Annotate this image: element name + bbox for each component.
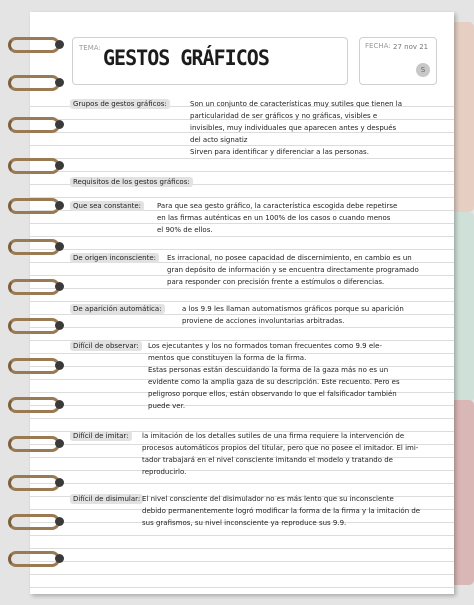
section-label: De aparición automática: [70,304,165,314]
spiral-ring [8,72,62,94]
section-label: Difícil de imitar: [70,431,132,441]
spiral-ring [8,394,62,416]
section-text: Son un conjunto de características muy sutiles que tienen la particularidad de ser gráficos y no gráficas, visibles e invisibles, muy individuales que aparecen antes y después del acto signatiz Sirven para identificar y diferenciar a las personas. [190,100,403,156]
date-box[interactable] [359,37,437,85]
spiral-ring [8,114,62,136]
section-text: Para que sea gesto gráfico, la característica escogida debe repetirse en las firmas auténticas en un 100% de los casos o cuando menos el 90% de ellos. [157,202,398,234]
divider-tab-beige[interactable] [452,22,474,212]
section-text: Es irracional, no posee capacidad de discernimiento, en cambio es un gran depósito de información y se encuentra directamente programado para responder con precisión frente a estímulos o diferencias. [167,254,419,286]
spiral-ring [8,195,62,217]
spiral-ring [8,34,62,56]
spiral-ring [8,155,62,177]
section-text: Los ejecutantes y los no formados toman frecuentes como 9.9 ele- mentos que constituyen la forma de la firma. Estas personas están descuidando la forma de la gaza más no es un evidente como la amplia gaza de su descripción. Este recuento. Pero es peligroso porque ellos, están observando lo que el falsificador también puede ver. [148,342,400,410]
divider-tab-rose[interactable] [452,400,474,585]
notebook-page [30,12,454,594]
section-label: Grupos de gestos gráficos: [70,99,170,109]
date-badge: S [416,63,430,77]
section-text: la imitación de los detalles sutiles de una firma requiere la intervención de procesos automáticos propios del titular, pero que no posee el imitador. El imi- tador trabajará en el nivel consciente imitando el modelo y tratando de reproducirlo. [142,432,419,476]
section-label: Difícil de observar: [70,341,142,351]
spiral-ring [8,511,62,533]
section-text: a los 9.9 les llaman automatismos gráficos porque su aparición proviene de acciones involuntarias arbitradas. [182,305,404,325]
spiral-ring [8,433,62,455]
section-label: De origen inconsciente: [70,253,159,263]
title-prefix: TEMA: [79,44,101,52]
section-label: Requisitos de los gestos gráficos: [70,177,193,187]
spiral-ring [8,276,62,298]
date-value: 27 nov 21 [393,43,429,51]
spiral-ring [8,472,62,494]
date-prefix: FECHA: [365,42,391,50]
section-label: Que sea constante: [70,201,144,211]
section-text: El nivel consciente del disimulador no es más lento que su inconsciente debido permanentemente logró modificar la forma de la firma y la imitación de sus grafismos, su nivel inconsciente ya reproduce sus 9.9. [142,495,421,527]
title-box[interactable] [72,37,348,85]
spiral-ring [8,548,62,570]
spiral-ring [8,355,62,377]
spiral-ring [8,236,62,258]
spiral-ring [8,315,62,337]
page-title: GESTOS GRÁFICOS [103,46,269,70]
divider-tab-mint[interactable] [452,212,474,402]
section-label: Difícil de disimular: [70,494,143,504]
